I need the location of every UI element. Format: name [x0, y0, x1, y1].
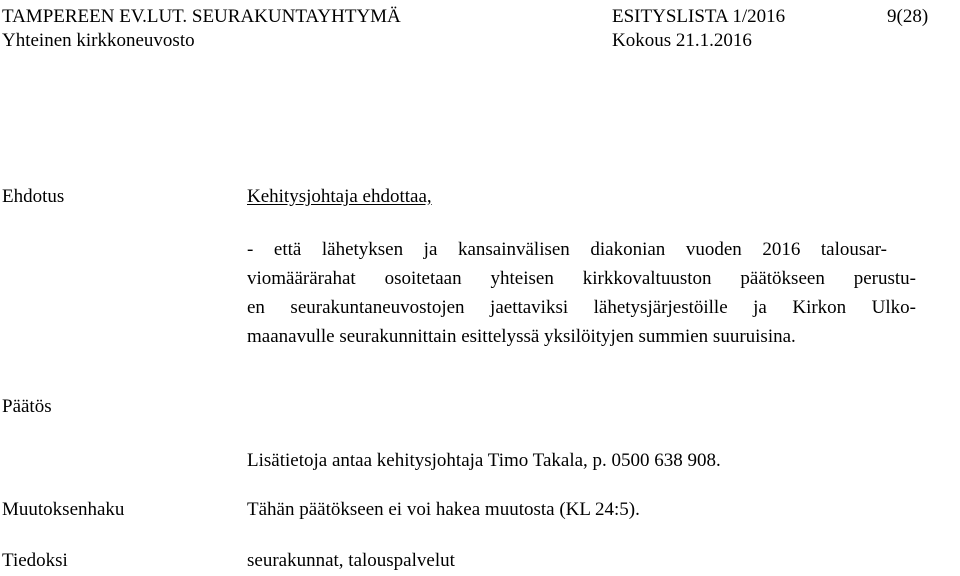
tiedoksi-text: seurakunnat, talouspalvelut [247, 550, 455, 571]
ehdotus-line-4: maanavulle seurakunnittain esittelyssä yksilöityjen summien suuruisina. [247, 326, 796, 347]
muutoksenhaku-label: Muutoksenhaku [2, 499, 125, 520]
ehdotus-paragraph [247, 235, 927, 351]
header-page-number: 9(28) [887, 6, 929, 27]
paatos-label: Päätös [2, 396, 52, 417]
ehdotus-line-3: en seurakuntaneuvostojen jaettaviksi lähetysjärjestöille ja Kirkon Ulko- [247, 297, 916, 318]
header-meeting-date: Kokous 21.1.2016 [612, 30, 752, 51]
header-doc-type: ESITYSLISTA 1/2016 [612, 6, 786, 27]
ehdotus-label: Ehdotus [2, 186, 65, 207]
lisatietoja-text: Lisätietoja antaa kehitysjohtaja Timo Takala, p. 0500 638 908. [247, 450, 721, 471]
ehdotus-line-2: viomäärärahat osoitetaan yhteisen kirkkovaltuuston päätökseen perustu- [247, 268, 916, 289]
header-body: Yhteinen kirkkoneuvosto [2, 30, 195, 51]
ehdotus-line-1: - että lähetyksen ja kansainvälisen diakonian vuoden 2016 talousar- [247, 239, 887, 260]
muutoksenhaku-text: Tähän päätökseen ei voi hakea muutosta (KL 24:5). [247, 499, 640, 520]
tiedoksi-label: Tiedoksi [2, 550, 68, 571]
ehdotus-intro: Kehitysjohtaja ehdottaa, [247, 186, 432, 207]
header-org: TAMPEREEN EV.LUT. SEURAKUNTAYHTYMÄ [2, 6, 401, 27]
